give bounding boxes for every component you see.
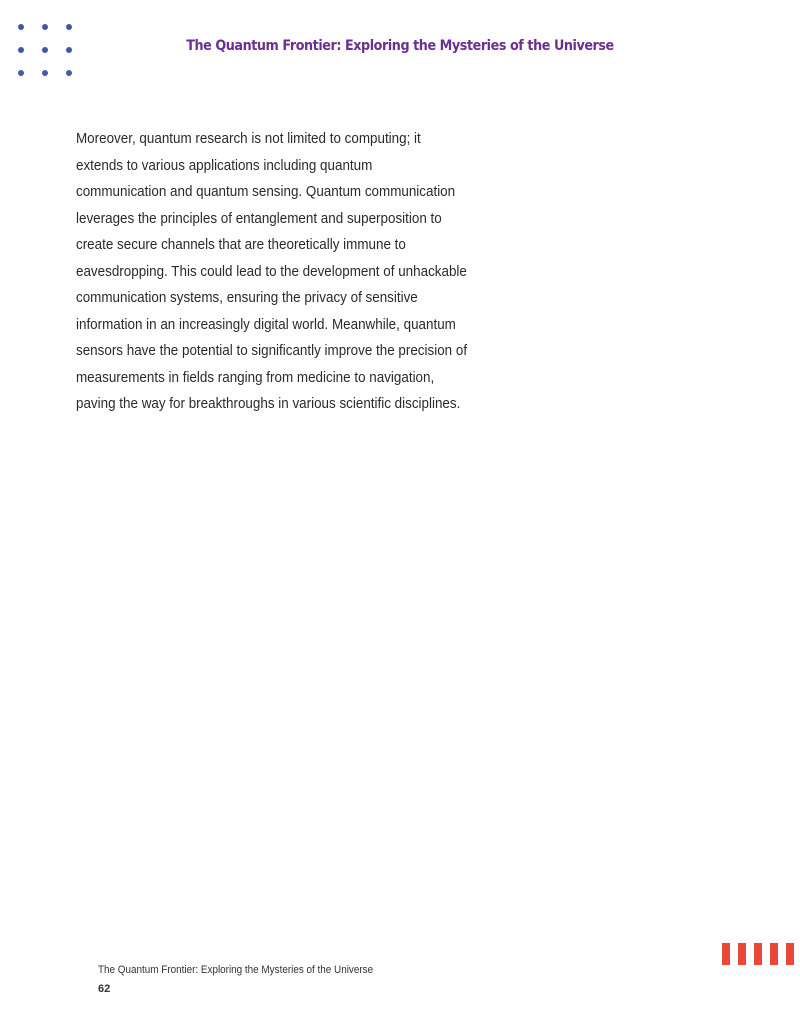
paragraph-line: communication systems, ensuring the privacy of sensitive: [76, 290, 418, 306]
decorative-bar: [754, 943, 762, 965]
decorative-bar: [770, 943, 778, 965]
paragraph-line: leverages the principles of entanglement and superposition to: [76, 210, 442, 227]
decorative-bar-group: [722, 943, 794, 965]
decorative-dot: [42, 24, 48, 30]
paragraph-line: measurements in fields ranging from medicine to navigation,: [76, 369, 435, 386]
decorative-bar: [786, 943, 794, 965]
decorative-dot: [18, 24, 24, 30]
page-header-title: The Quantum Frontier: Exploring the Mysteries of the Universe: [186, 38, 614, 54]
paragraph-line: sensors have the potential to significantly improve the precision of: [76, 343, 468, 359]
page-number: 62: [98, 983, 111, 995]
decorative-dot: [18, 47, 24, 53]
decorative-dot: [66, 70, 72, 76]
paragraph-line: paving the way for breakthroughs in various scientific disciplines.: [76, 396, 461, 412]
paragraph-line: communication and quantum sensing. Quantum communication: [76, 184, 456, 200]
decorative-dot-grid: [18, 24, 76, 78]
paragraph-line: information in an increasingly digital world. Meanwhile, quantum: [76, 316, 456, 333]
decorative-bar: [738, 943, 746, 965]
paragraph-line: eavesdropping. This could lead to the development of unhackable: [76, 263, 467, 280]
footer-title: The Quantum Frontier: Exploring the Mysteries of the Universe: [98, 964, 374, 976]
decorative-bar: [722, 943, 730, 965]
paragraph-line: extends to various applications including quantum: [76, 157, 373, 174]
paragraph-line: create secure channels that are theoretically immune to: [76, 237, 406, 253]
body-paragraph: [76, 126, 496, 418]
decorative-dot: [66, 47, 72, 53]
decorative-dot: [66, 24, 72, 30]
decorative-dot: [42, 47, 48, 53]
paragraph-line: Moreover, quantum research is not limited to computing; it: [76, 131, 421, 147]
decorative-dot: [42, 70, 48, 76]
decorative-dot: [18, 70, 24, 76]
